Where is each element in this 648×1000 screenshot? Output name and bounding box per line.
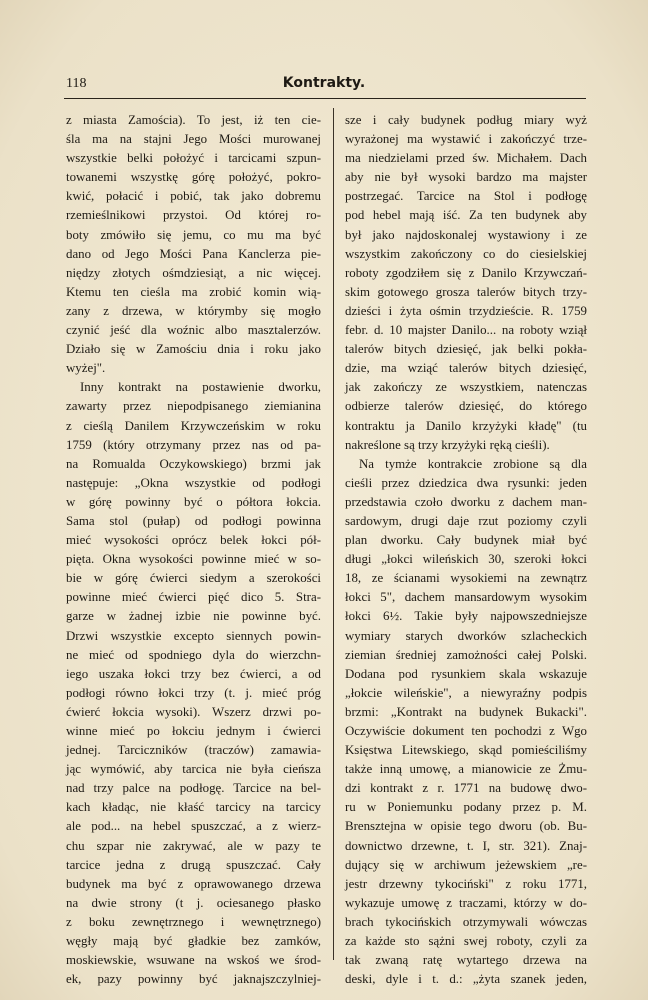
text-line: cieśli przez dziedzica dwa rysunki: jeden (345, 475, 587, 490)
text-line: mieć wysokości oprócz belek łokci pół- (66, 533, 321, 548)
text-line: brzmi: „Kontrakt na budynek Bukacki". (345, 704, 587, 719)
text-line: podłogi równo łokci trzy (t. j. mieć próg (66, 685, 321, 700)
text-line: moskiewskie, wsuwane na wskoś we środ- (66, 953, 321, 968)
page-number: 118 (66, 76, 87, 91)
text-line: 18, ze ścianami wysokiemi na zewnątrz (345, 571, 587, 586)
text-line: dzie, ma wziąć talerów bitych dziesięć, (345, 361, 587, 376)
text-line: jąc wymówić, aby tarcica nie była cieńsza (66, 762, 321, 777)
text-line: nad trzy palce na podłogę. Tarcice na bel- (66, 781, 321, 796)
text-line: Oczywiście dokument ten pochodzi z Wgo (345, 724, 587, 738)
text-line: był jako najdoskonalej wystawiony i ze (345, 227, 587, 242)
text-line: bie w górę ćwierci siedym a szerokości (66, 571, 321, 586)
text-line: zany z drzewa, w którymby się mogło (66, 303, 321, 318)
text-line: Sama stol (pułap) od podłogi powinna (66, 513, 321, 528)
text-line: węgły mają być gładkie bez zamków, (66, 934, 321, 949)
page-header (64, 76, 584, 96)
text-line: ek, pazy powinny być jaknajszczylniej- (66, 972, 321, 987)
text-line: dano od Jego Mości Pana Kanclerza pie- (66, 246, 321, 261)
text-line: wszystkim zakończony co do ciesielskiej (345, 246, 587, 261)
text-line: talerów bitych dziesięć, jak belki pokła- (345, 342, 587, 357)
text-line: Na tymże kontrakcie zrobione są dla (359, 456, 587, 471)
text-line: Inny kontrakt na postawienie dworku, (80, 380, 321, 395)
text-line: sze i cały budynek podług miary wyż (345, 113, 587, 127)
text-line: sardowym, drugi daje rzut poziomy czyli (345, 513, 587, 528)
text-line: także inną umowę, a mianowicie ze Żmu- (345, 762, 587, 777)
text-line: następuje: „Okna wszystkie od podłogi (66, 475, 321, 490)
text-line: śla ma na stajni Jego Mości murowanej (66, 132, 321, 147)
text-line: dzieści i żyta ośmin trzydzieście. R. 1759 (345, 303, 587, 318)
text-line: ma niedzielami przed św. Michałem. Dach (345, 151, 587, 166)
text-line: tak zwaną ratę wytartego drzewa na (345, 953, 587, 968)
text-line: Drzwi wszystkie excepto siennych powin- (66, 628, 321, 643)
text-line: długi „łokci wileńskich 30, szeroki łokci (345, 552, 587, 567)
text-line: downictwo drzewne, t. I, str. 321). Znaj- (345, 838, 587, 853)
right-text-column (345, 111, 587, 989)
text-line: z miasta Zamościa). To jest, iż ten cie- (66, 113, 321, 127)
text-line: łokci 5", dachem mansardowym wysokim (345, 590, 587, 605)
text-line: zawarty przez niepodpisanego ziemianina (66, 399, 321, 414)
text-line: budynek ma być z oprawowanego drzewa (66, 876, 321, 891)
text-line: 1759 (który otrzymany przez nas od pa- (66, 437, 321, 452)
text-line: kach kładąc, nie kłaść tarcicy na tarcicy (66, 800, 321, 815)
text-line: ziemian średniej zamożności całej Polski. (345, 647, 587, 662)
text-line: postrzegać. Tarcice na Stol i podłogę (345, 189, 587, 204)
text-line: na dwie strony (t j. ociesanego płasko (66, 895, 321, 910)
text-line: Dodana pod rysunkiem skala wskazuje (345, 666, 587, 681)
text-line: tarcice jedna z drugą spuszczać. Cały (66, 857, 321, 872)
text-line: Działo się w Zamościu dnia i roku jako (66, 342, 321, 357)
text-line: za każde sto sążni swej roboty, czyli za (345, 934, 587, 949)
text-line: wyrażonej ma wystawić i zakończyć trze- (345, 132, 587, 147)
text-line: z cieślą Danilem Krzywczeńskim w roku (66, 418, 321, 433)
column-divider (333, 108, 334, 960)
text-line: skim gotowego grosza talerów bitych trzy- (345, 284, 587, 299)
text-line: na Romualda Oczykowskiego) brzmi jak (66, 456, 321, 471)
text-line: w górę powinny być o półtora łokcia. (66, 494, 321, 509)
text-line: deski, dyle i t. d.: „żyta szanek jeden, (345, 972, 587, 987)
text-line: jestr drzewny tykociński" z roku 1771, (345, 876, 587, 891)
text-line: „łokcie wileńskie", a niewyraźny podpis (345, 685, 587, 700)
text-line: chu szpar nie zakrywać, ale w pazy te (66, 838, 321, 853)
text-line: ru w Poniemunku podany przez p. M. (345, 800, 587, 815)
text-line: pięta. Okna wysokości powinne mieć w so- (66, 552, 321, 567)
text-line: brach tykocińskich otrzymywali wówczas (345, 914, 587, 929)
text-line: garze w żadnej izbie nie powinne być. (66, 609, 321, 624)
text-line: nakreślone są trzy krzyżyki ręką cieśli). (345, 437, 550, 452)
text-line: ne mieć od spodniego dyla do wierzchn- (66, 647, 321, 662)
text-line: wszystkie belki położyć i tarcicami szpun- (66, 151, 321, 166)
text-line: ćwierć łokcia wysoki). Wszerz drzwi po- (66, 704, 321, 719)
left-text-column (66, 111, 321, 989)
text-line: towanemi wszystkę górę położyć, pokro- (66, 170, 321, 185)
text-line: wykazuje umowę z traczami, którzy w do- (345, 895, 587, 910)
text-line: roboty zgodziłem się z Danilo Krzywczań- (345, 265, 587, 280)
text-line: powinne mieć ćwierci pięć dico 5. Stra- (66, 590, 321, 605)
text-line: jak zakończy ze wszystkiem, natenczas (345, 380, 587, 395)
text-line: boty zmówiło się jemu, co mu ma być (66, 227, 321, 242)
text-line: dzi kontrakt z r. 1771 na budowę dwo- (345, 781, 587, 796)
header-rule (64, 98, 586, 99)
text-line: ale pod... na hebel spuszczać, a z wierz- (66, 819, 321, 834)
text-line: jednej. Tarciczników (traczów) zamawia- (66, 743, 321, 758)
text-line: czynić jeść dla woźnic albo masztalerzów. (66, 323, 321, 338)
text-line: Ktemu ten cieśla ma zrobić komin wią- (66, 284, 321, 299)
text-line: Brensztejna w opisie tego dworu (ob. Bu- (345, 819, 587, 834)
text-line: plan dworku. Cały budynek miał być (345, 533, 587, 548)
text-line: Księstwa Litewskiego, skąd pomieściliśmy (345, 743, 587, 758)
text-line: wymiary starych dworków szlacheckich (345, 628, 587, 643)
text-line: odbierze talerów dziesięć, do którego (345, 399, 587, 414)
text-line: z boku zewnętrznego i wewnętrznego) (66, 914, 321, 929)
running-title: Kontrakty. (282, 75, 366, 91)
text-line: wyżej". (66, 361, 106, 376)
text-line: kwić, połacić i pobić, tak jako dobremu (66, 189, 321, 204)
text-line: rzemieślnikowi przystoi. Od której ro- (66, 208, 321, 223)
text-line: niędzy złotych ośmdziesiąt, a nic więcej. (66, 265, 321, 280)
text-line: przedstawia czoło dworku z dachem man- (345, 494, 587, 509)
text-line: kontraktu ja Danilo krzyżyki kładę" (tu (345, 418, 587, 433)
text-line: iego uszaka łokci trzy bez ćwierci, a od (66, 666, 321, 681)
text-line: winne mieć po łokciu jednym i ćwierci (66, 724, 321, 738)
text-line: aby nie był wysoki bardzo ma majster (345, 170, 587, 185)
text-line: pod hebel mają iść. Za ten budynek aby (345, 208, 587, 223)
text-line: łokci 6½. Takie były najpowszedniejsze (345, 609, 587, 624)
text-line: dujący się w archiwum jeżewskiem „re- (345, 857, 587, 872)
text-line: febr. d. 10 majster Danilo... na roboty wziął (345, 323, 587, 338)
